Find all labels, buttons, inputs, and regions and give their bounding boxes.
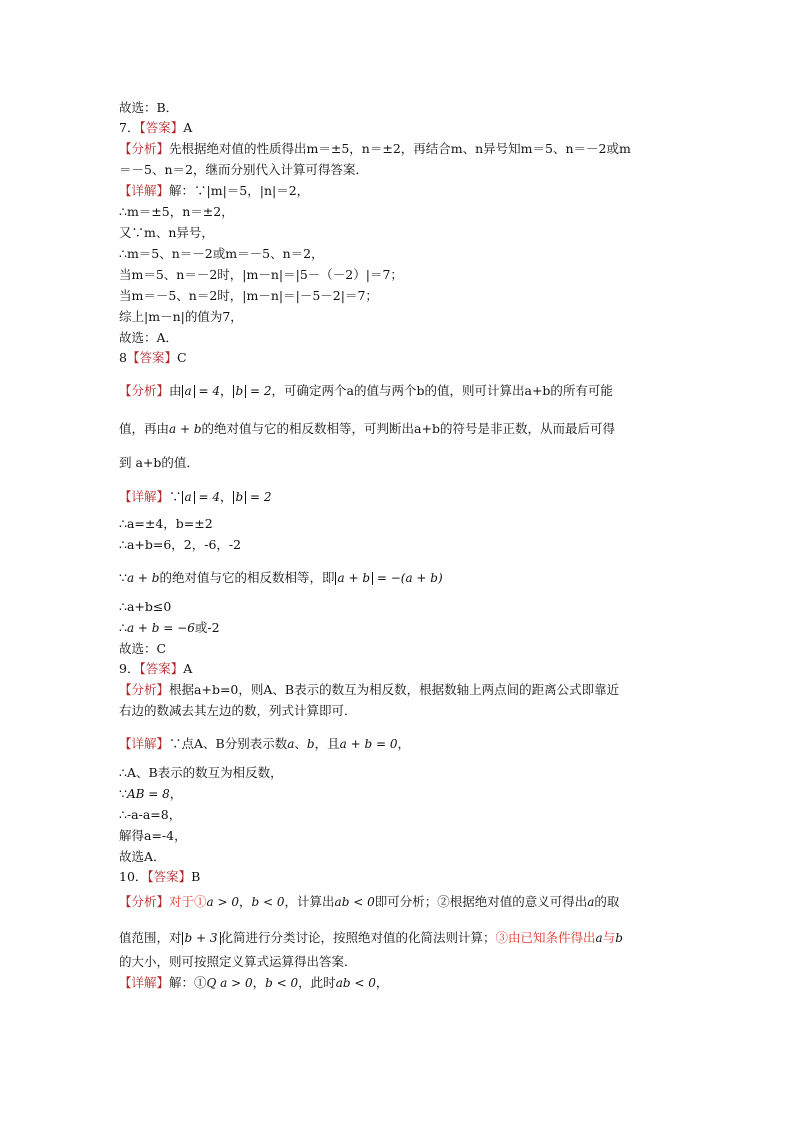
line-q7-step2: 又∵m、n异号， — [119, 225, 214, 240]
line-q7-step6: 综上|m－n|的值为7， — [119, 309, 243, 324]
line-q9-answer: 9．【答案】A — [119, 661, 193, 676]
line-q10-analysis-end: 的大小，则可按照定义算式运算得出答案． — [119, 954, 357, 969]
line-q10-solution: 【详解】解：①Q a > 0，b < 0，此时ab < 0， — [119, 975, 389, 990]
line-q7-step3: ∴m＝5、n＝－2或m＝－5、n＝2， — [119, 246, 324, 261]
line-q9-step4: 解得a=-4， — [119, 828, 187, 843]
line-q9-conclusion: 故选A． — [119, 849, 166, 864]
line-q9-step3: ∴-a-a=8， — [119, 807, 182, 822]
line-q7-answer: 7．【答案】A — [119, 120, 193, 135]
line-q10-analysis-cont: 值范围，对 b + 3 化简进行分类讨论，按照绝对值的化简法则计算；③由已知条件得出a与b — [119, 930, 623, 945]
line-q10-answer: 10．【答案】B — [119, 869, 201, 884]
line-q8-analysis-cont: 值，再由a + b的绝对值与它的相反数相等，可判断出a+b的符号是非正数，从而最后可得 — [119, 421, 615, 436]
line-q8-conclusion: 故选：C — [119, 641, 167, 656]
line-q9-step1: ∴A、B表示的数互为相反数， — [119, 765, 283, 780]
line-q8-step4: ∴a+b≤0 — [119, 599, 172, 614]
line-q8-analysis-end: 到 a+b的值． — [119, 455, 199, 470]
line-q8-solution: 【详解】∵ a = 4， b = 2 — [119, 489, 272, 504]
line-q7-conclusion: 故选：A． — [119, 330, 179, 345]
line-q10-analysis: 【分析】对于①a > 0，b < 0，计算出ab < 0即可分析；②根据绝对值的意义可得出a的取 — [119, 894, 620, 909]
line-q7-step1: ∴m＝±5，n＝±2， — [119, 204, 234, 219]
line-q7-step4: 当m＝5、n＝－2时，|m－n|＝|5－（－2）|＝7； — [119, 267, 403, 282]
line-q7-solution: 【详解】解：∵|m|＝5，|n|＝2， — [119, 183, 310, 198]
line-q8-step3: ∵a + b的绝对值与它的相反数相等，即 a + b = −(a + b) — [119, 570, 443, 585]
line-q9-analysis: 【分析】根据a+b=0，则A、B表示的数互为相反数，根据数轴上两点间的距离公式即靠近 — [119, 682, 620, 697]
line-q8-step2: ∴a+b=6，2，-6，-2 — [119, 537, 242, 552]
line-q6-conclusion: 故选：B． — [119, 100, 179, 115]
line-q7-analysis: 【分析】先根据绝对值的性质得出m＝±5，n＝±2，再结合m、n异号知m＝5、n＝－2或m — [119, 141, 631, 156]
line-q8-answer: 8【答案】C — [119, 350, 187, 365]
line-q7-step5: 当m＝－5、n＝2时，|m－n|＝|－5－2|＝7； — [119, 288, 378, 303]
line-q9-step2: ∵AB = 8， — [119, 786, 183, 801]
line-q8-step5: ∴a + b = −6或-2 — [119, 620, 220, 635]
line-q8-analysis: 【分析】由 a = 4， b = 2，可确定两个a的值与两个b的值，则可计算出a+b的所有可能 — [119, 383, 613, 398]
line-q8-step1: ∴a=±4，b=±2 — [119, 516, 213, 531]
line-q7-analysis-cont: ＝－5、n＝2，继而分别代入计算可得答案． — [119, 162, 368, 177]
line-q9-solution: 【详解】∵点A、B分别表示数a、b，且a + b = 0， — [119, 736, 410, 751]
line-q9-analysis-cont: 右边的数减去其左边的数，列式计算即可． — [119, 703, 357, 718]
